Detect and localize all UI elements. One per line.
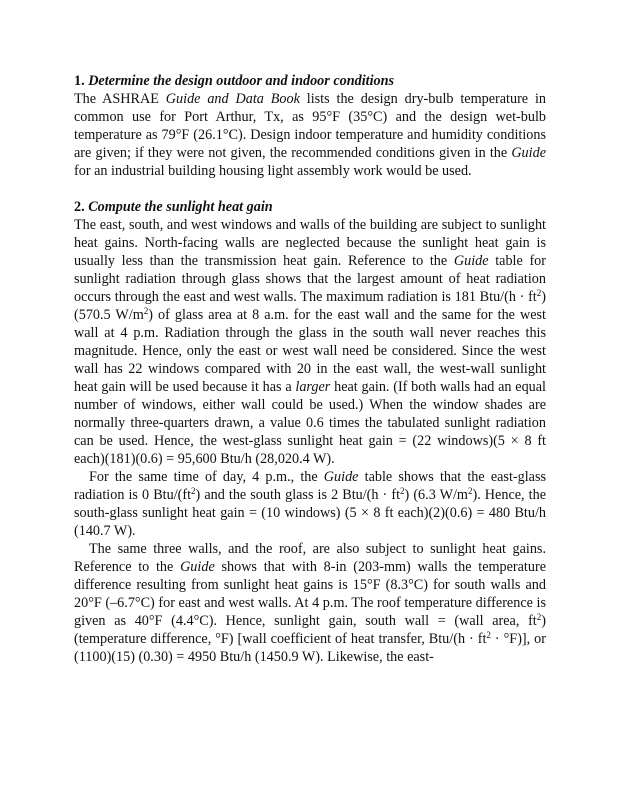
text-run: For the same time of day, 4 p.m., the bbox=[89, 469, 324, 485]
italic-run: larger bbox=[295, 379, 331, 395]
text-run: ) and the south glass is 2 Btu/(h · ft bbox=[195, 487, 401, 503]
section-1-title: Determine the design outdoor and indoor conditions bbox=[88, 73, 395, 89]
text-run: ) (6.3 W/m bbox=[404, 487, 468, 503]
section-2-title: Compute the sunlight heat gain bbox=[88, 199, 273, 215]
superscript: 2 bbox=[191, 486, 196, 496]
superscript: 2 bbox=[143, 306, 149, 316]
text-run: The ASHRAE bbox=[74, 91, 166, 107]
text-run: table for sunlight radiation through glass shows that the largest amount of heat radiation occurs through the east and west walls. The maximum radiation is 181 Btu/(h · ft bbox=[74, 253, 546, 305]
superscript: 2 bbox=[467, 486, 473, 496]
text-run: ) of glass area at 8 a.m. for the east wall and the same for the west wall at 4 p.m. Radiation through the glass in the south wall never reaches this magnitude. Hence, only the east or west wall need be considered. Since the west wall has 22 windows compared with 20 in the east wall, the west-wall sunlight heat gain will be used because it has a bbox=[74, 307, 546, 395]
section-2-paragraph-2 bbox=[74, 468, 546, 540]
section-1-paragraph bbox=[74, 90, 546, 180]
text-run: )(temperature difference, °F) [wall coefficient of heat transfer, Btu/(h · ft bbox=[74, 613, 546, 647]
text-run: ). Hence, the south-glass sunlight heat gain = (10 windows) (5 × 8 ft each)(2)(0.6) = 480 Btu/h (140.7 W). bbox=[74, 487, 546, 539]
section-2-paragraph-3 bbox=[74, 540, 546, 666]
section-2-heading bbox=[74, 198, 546, 216]
text-run: · °F)], or (1100)(15) (0.30) = 4950 Btu/h (1450.9 W). Likewise, the east- bbox=[74, 631, 547, 665]
superscript: 2 bbox=[486, 630, 491, 640]
text-run: ) (570.5 W/m bbox=[74, 289, 546, 323]
superscript: 2 bbox=[536, 612, 542, 622]
superscript: 2 bbox=[536, 288, 542, 298]
text-run: table shows that the east-glass radiation is 0 Btu/(ft bbox=[74, 469, 546, 503]
text-run: shows that with 8-in (203-mm) walls the temperature difference resulting from sunlight heat gains is 15°F (8.3°C) for south walls and 20°F (–6.7°C) for east and west walls. At 4 p.m. The roof temperature difference is given as 40°F (4.4°C). Hence, sunlight gain, south wall = (wall area, ft bbox=[74, 559, 546, 629]
text-run: The east, south, and west windows and walls of the building are subject to sunlight heat gains. North-facing walls are neglected because the sunlight heat gain is usually less than the transmission heat gain. Reference to the bbox=[74, 217, 546, 269]
section-1-heading bbox=[74, 72, 546, 90]
italic-run: Guide bbox=[180, 559, 215, 575]
section-2-number: 2. bbox=[74, 199, 85, 215]
text-run: lists the design dry-bulb temperature in common use for Port Arthur, Tx, as 95°F (35°C) and the design wet-bulb temperature as 79°F (26.1°C). Design indoor temperature and humidity conditions are given; if they were not given, the recommended conditions given in the bbox=[74, 91, 547, 161]
italic-run: Guide bbox=[323, 469, 359, 485]
text-run: heat gain. (If both walls had an equal number of windows, either wall could be used.) When the window shades are normally three-quarters drawn, a value 0.6 times the tabulated sunlight radiation can be used. Hence, the west-glass sunlight heat gain = (22 windows)(5 × 8 ft each)(181)(0.6) = 95,600 Btu/h (28,020.4 W). bbox=[74, 379, 547, 467]
italic-run: Guide bbox=[511, 145, 546, 161]
italic-run: Guide bbox=[453, 253, 489, 269]
section-spacer bbox=[74, 180, 546, 198]
superscript: 2 bbox=[400, 486, 405, 496]
italic-run: Guide and Data Book bbox=[165, 91, 300, 107]
section-1-number: 1. bbox=[74, 73, 85, 89]
text-run: The same three walls, and the roof, are also subject to sunlight heat gains. Reference to the bbox=[74, 541, 546, 575]
document-page bbox=[74, 72, 546, 666]
section-2-paragraph-1 bbox=[74, 216, 546, 468]
text-run: for an industrial building housing light assembly work would be used. bbox=[74, 163, 472, 179]
